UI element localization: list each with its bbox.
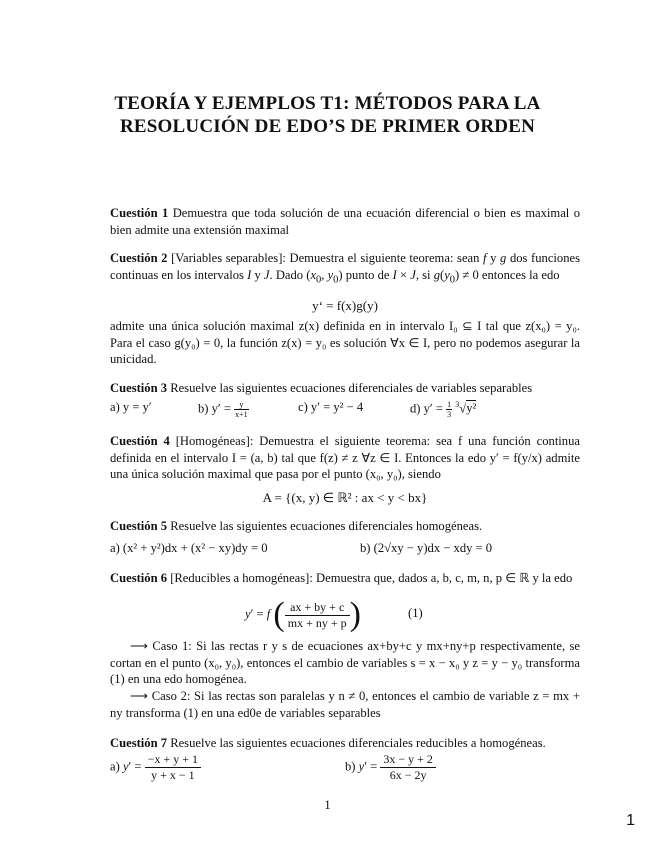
question-5-item-b: b) (2√xy − y)dx − xdy = 0 xyxy=(360,541,493,555)
question-2-text-d: admite una única solución maximal z(x) definida en in intervalo I₀ ⊆ I tal que z(x₀) = y₀. Para el caso g(y₀) = 0, la función z(x) = y₀ es solución ∀x ∈ I, pero no podemos asegurar la unicidad. xyxy=(110,319,580,367)
question-2-text-a: [Variables separables]: Demuestra el siguiente teorema: sean xyxy=(171,251,480,265)
question-6-eq-tag: (1) xyxy=(408,606,423,620)
question-6-text: [Reducibles a homogéneas]: Demuestra que, dados a, b, c, m, n, p ∈ ℝ y la edo xyxy=(170,571,573,585)
question-6-eq-den: mx + ny + p xyxy=(287,615,347,630)
question-3-items xyxy=(110,400,580,422)
title-line-2: RESOLUCIÓN DE EDO’S DE PRIMER ORDEN xyxy=(119,116,536,137)
question-7 xyxy=(110,735,580,752)
page-number: 1 xyxy=(324,797,331,812)
question-2-label: Cuestión 2 xyxy=(110,251,168,265)
question-6-equation: y′ = f ( $\frac{ax + by + c}{mx + ny + p}$ ) (1) xyxy=(245,596,423,633)
question-4-text: [Homogéneas]: Demuestra el siguiente teorema: sea f una función continua definida en el intervalo I = (a, b) tal que f(z) ≠ z ∀z ∈ I. Entonces la edo y′ = f(y/x) admite una única solución maximal que pasa por el punto (x₀, y₀), siendo xyxy=(110,434,580,482)
question-2-text-b: funciones continuas en los intervalos xyxy=(110,251,581,282)
question-2: Cuestión 2 [Variables separables]: Demuestra el siguiente teorema: sean f y g dos funciones continuas en los intervalos I y J. Dado ($x_0$, $y_0$) punto de I × J, si $g(y_0) \ne 0$ entonces la edo xyxy=(110,251,581,286)
question-3 xyxy=(110,380,580,397)
question-4-label: Cuestión 4 xyxy=(110,434,170,448)
question-3-item-d: d) y′ = $\frac{1}{3}$ $^3$√y² xyxy=(410,400,477,419)
question-2-text-c: entonces la edo xyxy=(481,267,560,282)
question-6-label: Cuestión 6 xyxy=(110,571,168,585)
page-title xyxy=(60,92,595,138)
viewer-page-indicator: 1 xyxy=(626,812,635,829)
question-3-text: Resuelve las siguientes ecuaciones diferenciales de variables separables xyxy=(170,381,533,395)
question-7-item-a: a) y′ = $\frac{-x + y + 1}{y + x - 1}$ xyxy=(110,752,201,783)
question-6-case-1: ⟶ Caso 1: Si las rectas r y s de ecuaciones ax+by+c y mx+ny+p respectivamente, se cortan en el punto (x₀, y₀), entonces el cambio de variables s = x − x₀ y z = y − y₀ transforma (1) en una edo homogénea. xyxy=(110,639,580,687)
question-7-text: Resuelve las siguientes ecuaciones diferenciales reducibles a homogéneas. xyxy=(170,736,546,750)
title-line-1: TEORÍA Y EJEMPLOS T1: MÉTODOS PARA LA xyxy=(114,93,541,114)
question-3-item-a: a) y = y′ xyxy=(110,400,152,414)
question-7-item-b: b) y′ = $\frac{3x - y + 2}{6x - 2y}$ xyxy=(345,752,436,783)
question-5-text: Resuelve las siguientes ecuaciones diferenciales homogéneas. xyxy=(170,519,483,533)
question-4 xyxy=(110,433,580,483)
question-3-item-c: c) y′ = y² − 4 xyxy=(298,400,364,414)
question-2-equation: y‘ = f(x)g(y) xyxy=(312,298,378,313)
question-6-eq-num: ax + by + c xyxy=(285,600,350,616)
question-5-items xyxy=(110,541,580,559)
question-1 xyxy=(110,205,580,238)
question-5-item-a: a) (x² + y²)dx + (x² − xy)dy = 0 xyxy=(110,541,268,555)
question-1-text: Demuestra que toda solución de una ecuación diferencial o bien es maximal o bien admite una extensión maximal xyxy=(110,206,580,237)
question-6-case-2: ⟶ Caso 2: Si las rectas son paralelas y n ≠ 0, entonces el cambio de variable z = mx + ny transforma (1) en una ed0e de variables separables xyxy=(110,689,580,720)
question-5-label: Cuestión 5 xyxy=(110,519,168,533)
question-7-label: Cuestión 7 xyxy=(110,736,168,750)
question-4-equation: A = {(x, y) ∈ ℝ² : ax < y < bx} xyxy=(262,490,428,505)
question-3-item-b: b) y′ = $\frac{y}{x+1}$ xyxy=(198,400,248,419)
question-3-label: Cuestión 3 xyxy=(110,381,168,395)
question-5 xyxy=(110,518,580,535)
question-7-items xyxy=(110,752,580,788)
question-6 xyxy=(110,570,580,587)
question-1-label: Cuestión 1 xyxy=(110,206,169,220)
